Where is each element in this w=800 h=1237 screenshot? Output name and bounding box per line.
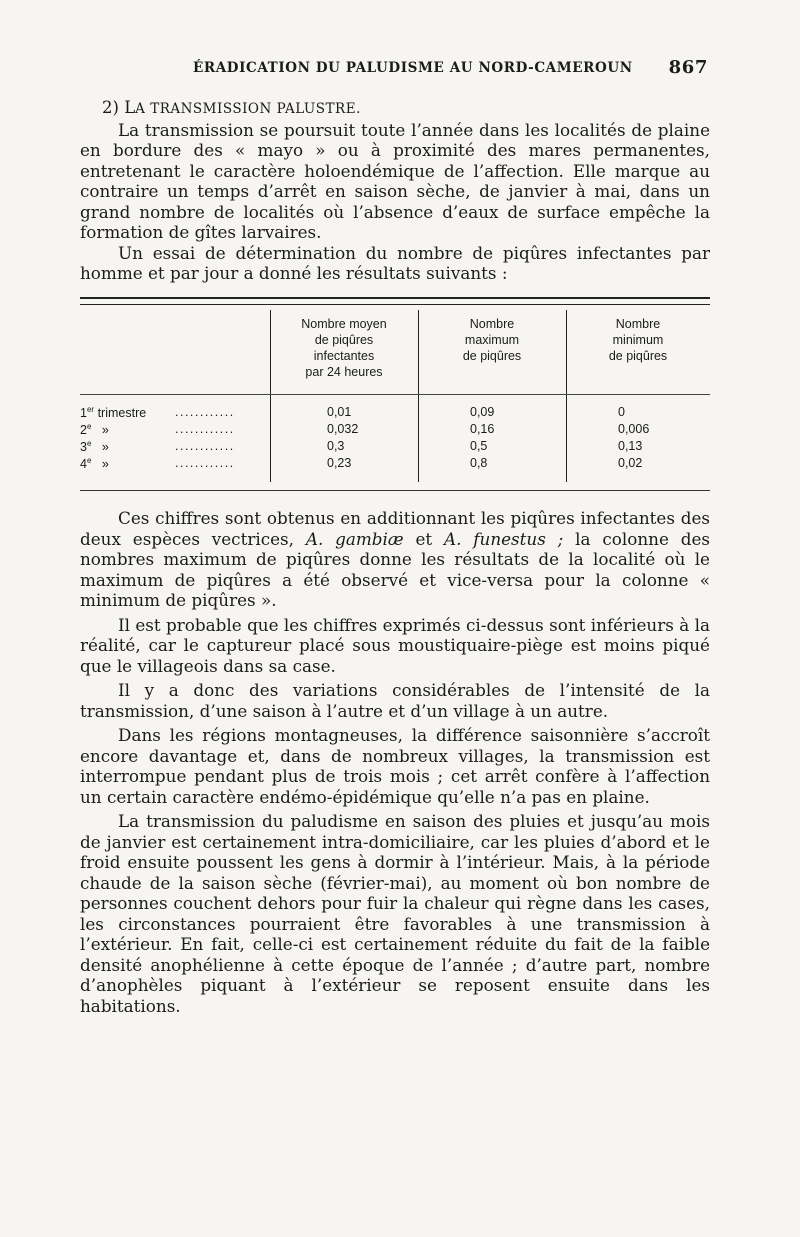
leader-dots: ............ [175,456,235,470]
section-heading [80,98,710,120]
paragraph: Dans les régions montagneuses, la différence saisonnière s’accroît encore davantage et, dans de nombreux villages, la transmission est interrompue pendant plus de trois mois ; cet arrêt confère à l’affection un certain caractère endémo-épidémique qu’elle n’a pas en plaine. [80,725,710,807]
cell-min: 0,02 [618,456,643,470]
column-header-line: Nombre moyen [301,317,387,331]
column-header-line: maximum [464,333,520,347]
table-top-rule [80,297,710,305]
row-label: 3e » [80,439,109,455]
cell-max: 0,8 [470,456,488,470]
cell-max: 0,5 [470,439,488,453]
paragraph: La transmission se poursuit toute l’année dans les localités de plaine en bordure des « mayo » ou à proximité des mares permanentes, entretenant le caractère holoendémique de l’affection. Elle marque au contraire un temps d’arrêt en saison sèche, de janvier à mai, dans un grand nombre de localités où l’absence d’eaux de surface empêche la formation de gîtes larvaires. [80,119,710,242]
paragraph: Ces chiffres sont obtenus en additionnant les piqûres infectantes des deux espèces vectrices, A. gambiæ et A. funestus ; la colonne des nombres maximum de piqûres donne les résultats de la localité où le maximum de piqûres a été observé et vice-versa pour la colonne « minimum de piqûres ». [80,508,711,610]
column-header-line: de piqûres [314,333,374,347]
column-header-max [418,316,566,364]
cell-min: 0,13 [618,439,643,453]
row-label: 2e » [80,422,109,438]
section-title-initial: L [124,98,136,117]
leader-dots: ............ [175,422,235,436]
cell-mean: 0,23 [327,456,352,470]
cell-max: 0,16 [470,422,495,436]
data-table [80,306,710,488]
page-number: 867 [668,57,708,78]
cell-mean: 0,032 [327,422,359,436]
column-header-line: Nombre [469,317,515,331]
cell-min: 0 [618,405,625,419]
row-label: 1er trimestre [80,405,147,421]
cell-max: 0,09 [470,405,495,419]
species-name: A. gambiæ [305,528,404,549]
species-name: A. funestus ; [444,528,564,549]
header-rule [80,394,710,395]
column-header-line: infectantes [313,349,375,363]
column-header-line: minimum [612,333,664,347]
paragraph: Un essai de détermination du nombre de piqûres infectantes par homme et par jour a donné les résultats suivants : [80,242,710,283]
column-header-line: par 24 heures [305,365,383,379]
row-label: 4e » [80,456,109,472]
leader-dots: ............ [175,439,235,453]
paragraph: La transmission du paludisme en saison des pluies et jusqu’au mois de janvier est certainement intra-domiciliaire, car les pluies d’abord et le froid ensuite poussent les gens à dormir à l’intérieur. Mais, à la période chaude de la saison sèche (février-mai), au moment où bon nombre de personnes couchent dehors pour fuir la chaleur qui règne dans les cases, les circonstances pourraient être favorables à une transmission à l’extérieur. En fait, celle-ci est certainement réduite du fait de la faible densité anophélienne à cette époque de l’année ; d’autre part, nombre d’anophèles piquant à l’extérieur se reposent ensuite dans les habitations. [80,811,710,1016]
cell-mean: 0,01 [327,405,352,419]
column-header-mean [270,316,418,380]
cell-mean: 0,3 [327,439,345,453]
section-number: 2) [102,98,119,117]
column-header-min [566,316,710,364]
column-header-line: de piqûres [462,349,522,363]
column-header-line: Nombre [615,317,661,331]
text-before-table [80,98,710,284]
leader-dots: ............ [175,405,235,419]
cell-min: 0,006 [618,422,650,436]
paragraph: Il est probable que les chiffres exprimés ci-dessus sont inférieurs à la réalité, car le captureur placé sous moustiquaire-piège est moins piqué que le villageois dans sa case. [80,614,710,676]
column-header-line: de piqûres [608,349,668,363]
running-head-title: ÉRADICATION DU PALUDISME AU NORD-CAMEROUN [193,60,633,76]
text-after-table [80,508,710,1016]
paragraph: Il y a donc des variations considérables de l’intensité de la transmission, d’une saison à l’autre et d’un village à un autre. [80,680,710,721]
section-title: A TRANSMISSION PALUSTRE. [135,101,361,117]
table-bottom-rule [80,490,710,491]
